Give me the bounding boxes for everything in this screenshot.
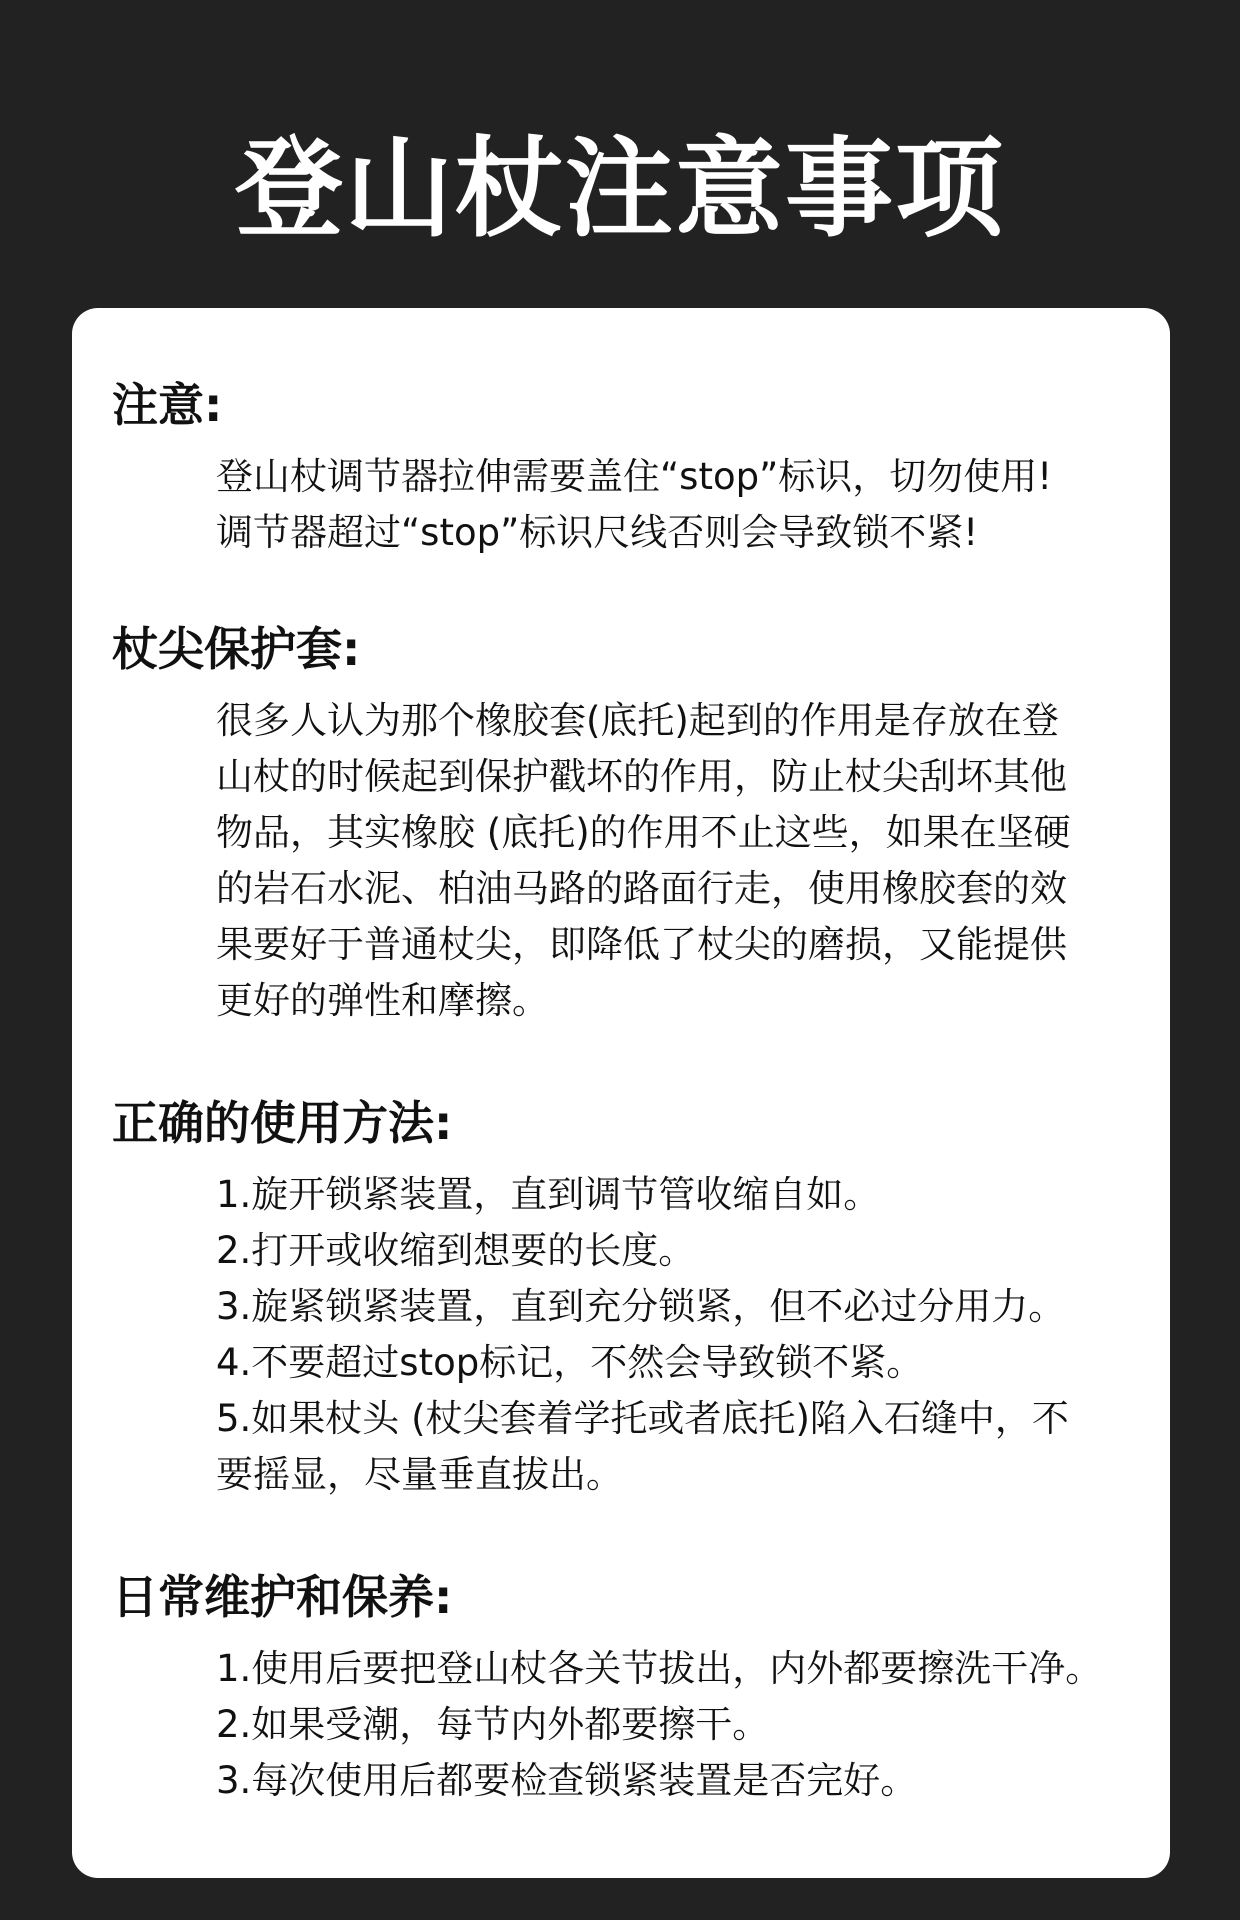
usage-line-4: 4.不要超过stop标记，不然会导致锁不紧。 — [216, 1340, 924, 1384]
notice-line-2: 调节器超过“stop”标识尺线否则会导致锁不紧! — [216, 510, 979, 554]
section-maintenance — [112, 1572, 1132, 1809]
section-heading-tip-cover: 杖尖保护套: — [112, 622, 361, 676]
tip-cover-lines — [112, 693, 1132, 1029]
tip-cover-line-2: 山杖的时候起到保护戳坏的作用，防止杖尖刮坏其他 — [216, 754, 1067, 798]
maintenance-line-2: 2.如果受潮，每节内外都要擦干。 — [216, 1702, 770, 1746]
usage-line-1: 1.旋开锁紧装置，直到调节管收缩自如。 — [216, 1172, 881, 1216]
usage-line-3: 3.旋紧锁紧装置，直到充分锁紧，但不必过分用力。 — [216, 1284, 1066, 1328]
maintenance-line-1: 1.使用后要把登山杖各关节拔出，内外都要擦洗干净。 — [216, 1646, 1103, 1690]
section-tip-cover — [112, 624, 1132, 1029]
content-card — [72, 308, 1170, 1878]
maintenance-lines — [112, 1641, 1132, 1809]
usage-lines — [112, 1167, 1132, 1503]
section-usage — [112, 1098, 1132, 1503]
usage-line-5: 5.如果杖头 (杖尖套着学托或者底托)陷入石缝中，不 — [216, 1396, 1069, 1440]
section-heading-maintenance: 日常维护和保养: — [112, 1570, 453, 1624]
section-heading-notice: 注意: — [112, 378, 223, 432]
notice-line-1: 登山杖调节器拉伸需要盖住“stop”标识，切勿使用! — [216, 454, 1053, 498]
page-title: 登山杖注意事项 — [234, 127, 1005, 252]
notice-lines — [112, 449, 1132, 561]
maintenance-line-3: 3.每次使用后都要检查锁紧装置是否完好。 — [216, 1758, 918, 1802]
tip-cover-line-3: 物品，其实橡胶 (底托)的作用不止这些，如果在坚硬 — [216, 810, 1071, 854]
tip-cover-line-4: 的岩石水泥、柏油马路的路面行走，使用橡胶套的效 — [216, 866, 1067, 910]
tip-cover-line-1: 很多人认为那个橡胶套(底托)起到的作用是存放在登 — [216, 698, 1059, 742]
section-heading-usage: 正确的使用方法: — [112, 1096, 453, 1150]
tip-cover-line-6: 更好的弹性和摩擦。 — [216, 978, 549, 1022]
usage-line-6: 要摇显，尽量垂直拔出。 — [216, 1452, 623, 1496]
section-notice — [112, 380, 1132, 561]
tip-cover-line-5: 果要好于普通杖尖，即降低了杖尖的磨损，又能提供 — [216, 922, 1067, 966]
usage-line-2: 2.打开或收缩到想要的长度。 — [216, 1228, 696, 1272]
